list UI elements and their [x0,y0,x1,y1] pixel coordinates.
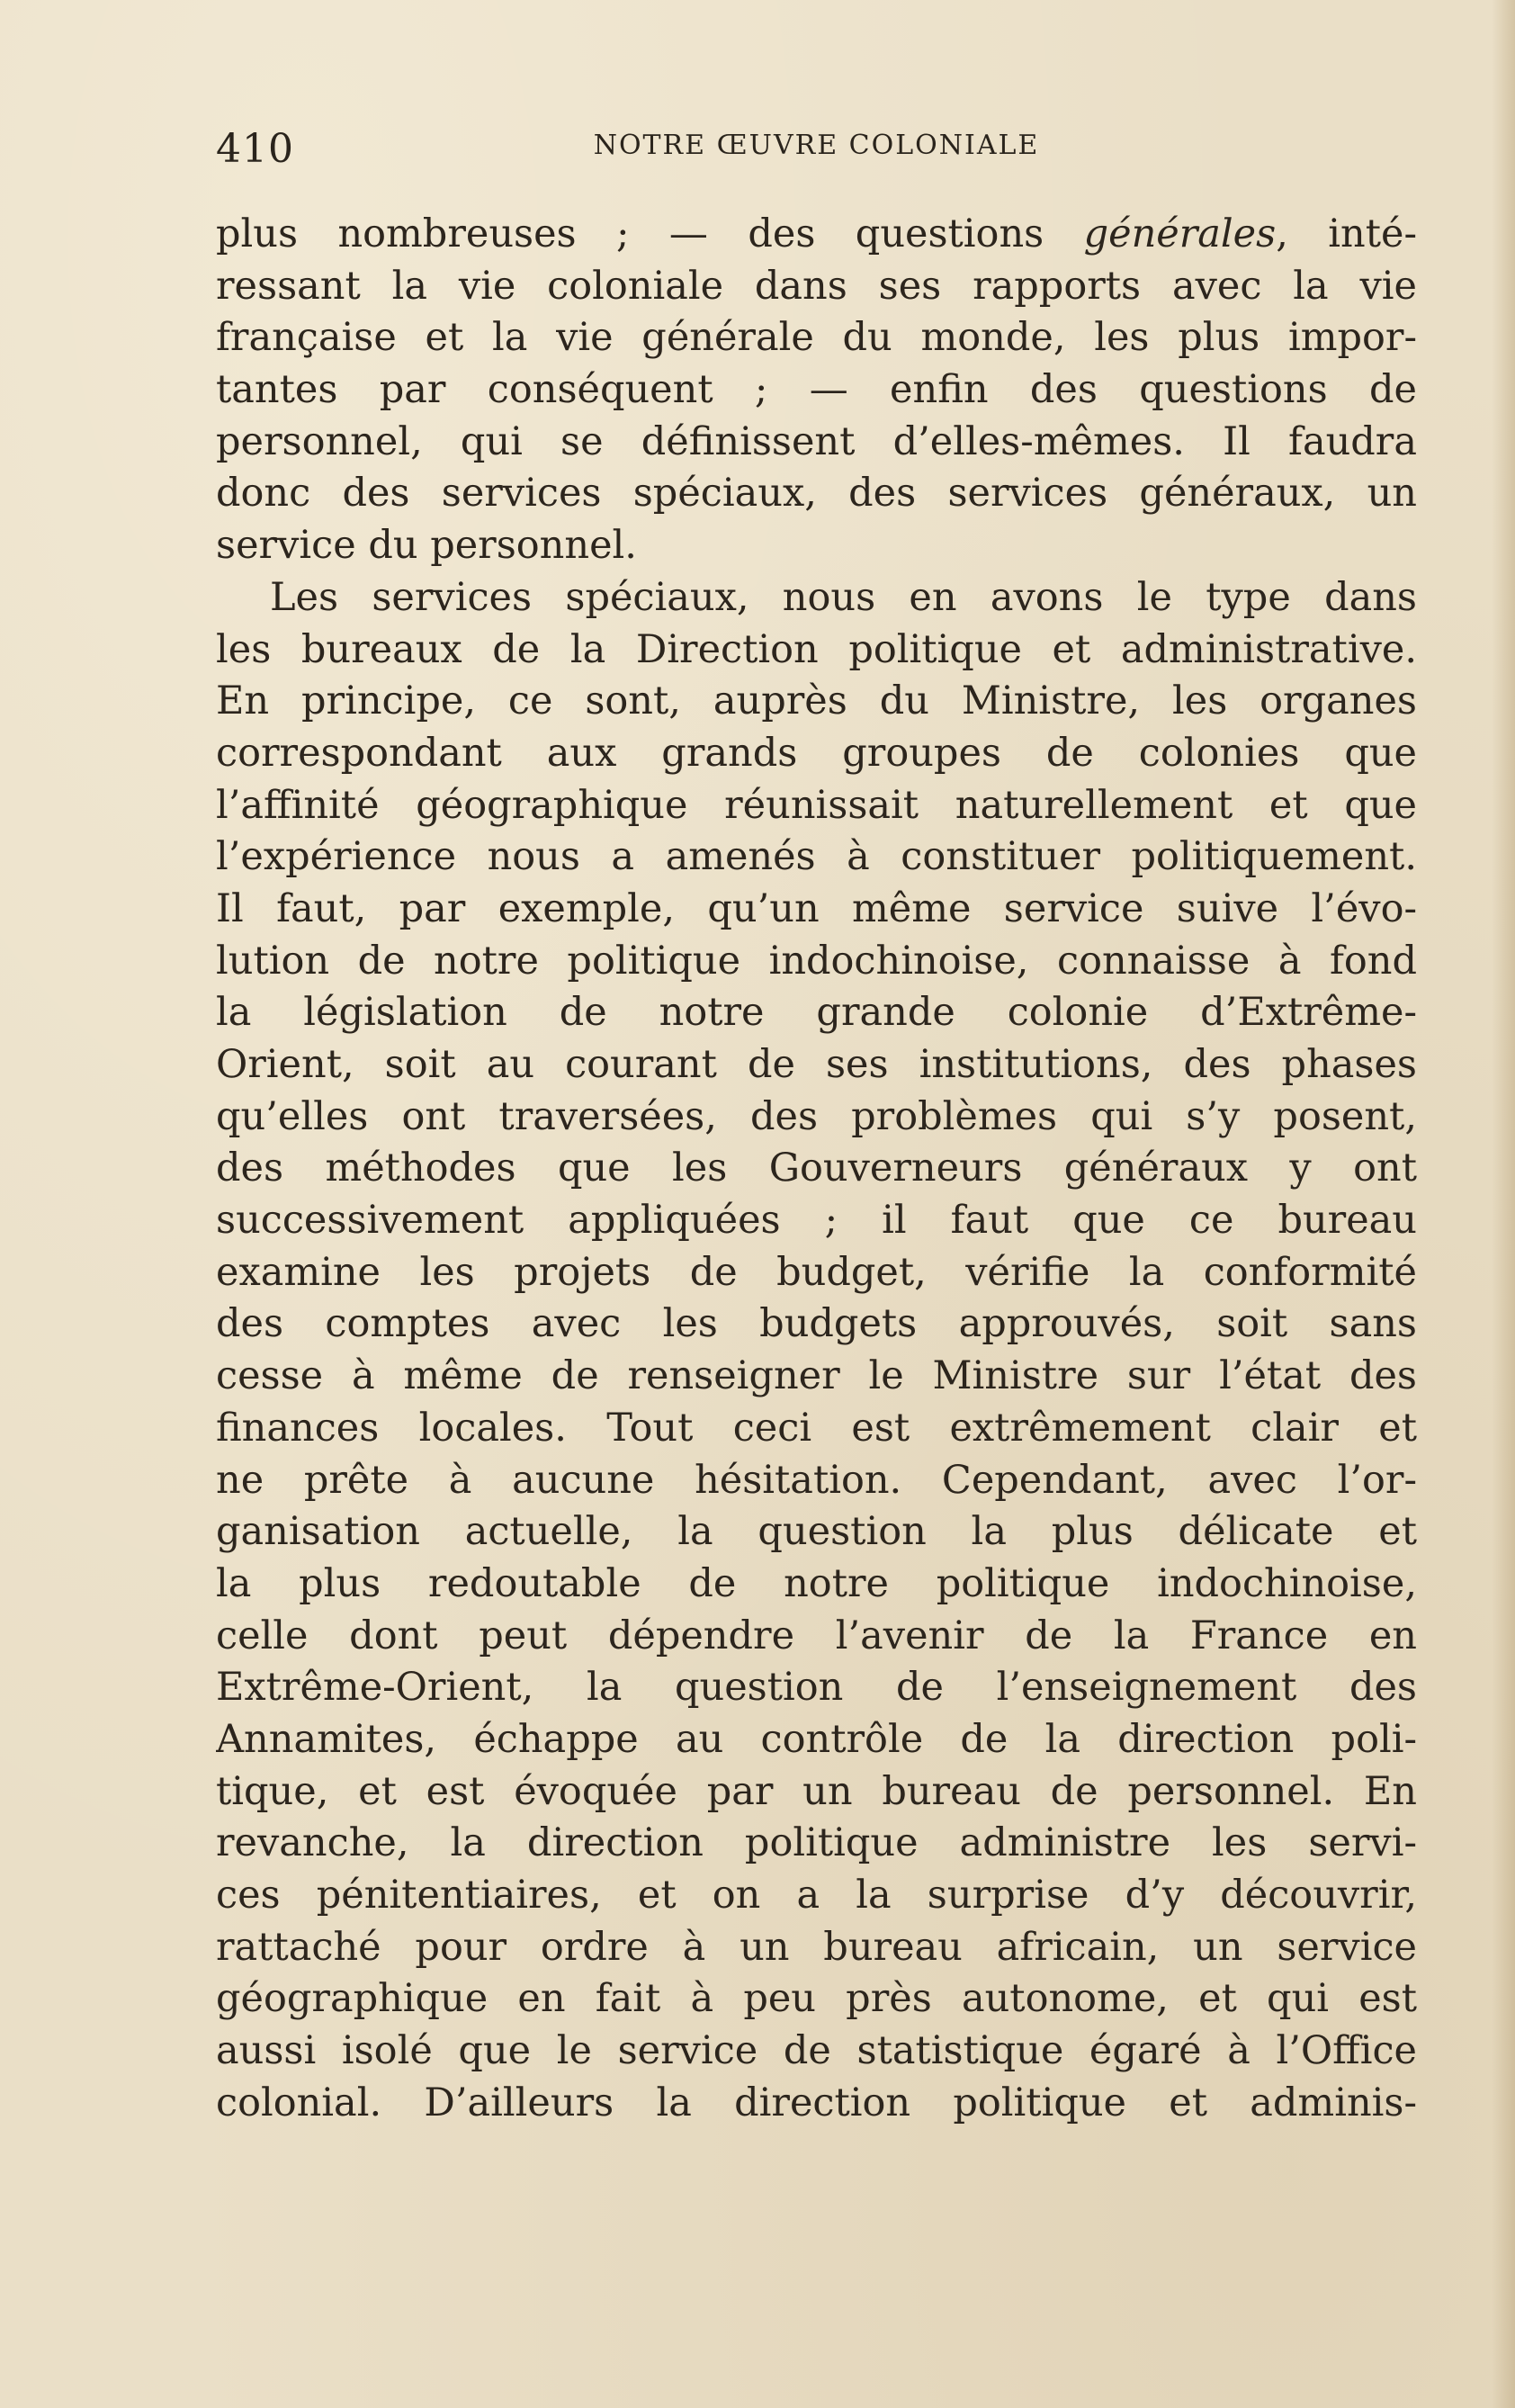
page-number: 410 [216,126,294,172]
text-line: rattaché pour ordre à un bureau africain, un service [216,1924,1417,1970]
text-line: l’affinité géographique réunissait naturellement et que [216,782,1417,828]
text-line: examine les projets de budget, vérifie la conformité [216,1249,1417,1295]
text-line: Il faut, par exemple, qu’un même service suive l’évo- [216,885,1417,931]
text-line: ne prête à aucune hésitation. Cependant, avec l’or- [216,1457,1417,1503]
paragraph-start-line: Les services spéciaux, nous en avons le type dans [270,574,1417,620]
text-line: successivement appliquées ; il faut que ce bureau [216,1198,1417,1244]
text-line: tantes par conséquent ; — enfin des questions de [216,367,1417,413]
page-header [216,122,1417,176]
text-line: finances locales. Tout ceci est extrêmement clair et [216,1405,1417,1451]
text-line: colonial. D’ailleurs la direction politique et adminis- [216,2080,1417,2125]
text-line: donc des services spéciaux, des services généraux, un [216,471,1417,517]
text-line: la législation de notre grande colonie d’Extrême- [216,990,1417,1036]
text-line: correspondant aux grands groupes de colonies que [216,730,1417,776]
page-edge-shadow [1492,0,1515,2408]
text-line: ces pénitentiaires, et on a la surprise d’y découvrir, [216,1873,1417,1918]
text-line: celle dont peut dépendre l’avenir de la France en [216,1613,1417,1658]
text-line: aussi isolé que le service de statistique égaré à l’Office [216,2028,1417,2074]
body-text [216,209,1417,2129]
running-head: NOTRE ŒUVRE COLONIALE [593,130,1040,161]
text-line: les bureaux de la Direction politique et administrative. [216,626,1417,672]
text-line: ganisation actuelle, la question la plus délicate et [216,1509,1417,1555]
text-line: En principe, ce sont, auprès du Ministre, les organes [216,678,1417,724]
text-line: cesse à même de renseigner le Ministre sur l’état des [216,1353,1417,1399]
text-line: Extrême-Orient, la question de l’enseignement des [216,1665,1417,1711]
text-line: plus nombreuses ; — des questions générales, inté- [216,211,1417,256]
text-line: l’expérience nous a amenés à constituer politiquement. [216,834,1417,880]
text-line: des comptes avec les budgets approuvés, soit sans [216,1301,1417,1347]
text-line: géographique en fait à peu près autonome, et qui est [216,1976,1417,2022]
text-line: Annamites, échappe au contrôle de la direction poli- [216,1716,1417,1762]
text-line: française et la vie générale du monde, les plus impor- [216,315,1417,361]
paragraph-end-line: service du personnel. [216,523,637,569]
text-line: personnel, qui se définissent d’elles-mêmes. Il faudra [216,418,1417,464]
italic-word: générales [1083,211,1277,256]
text-line: qu’elles ont traversées, des problèmes qui s’y posent, [216,1093,1417,1139]
text-line: lution de notre politique indochinoise, connaisse à fond [216,938,1417,984]
text-line: Orient, soit au courant de ses institutions, des phases [216,1042,1417,1087]
text-line: la plus redoutable de notre politique indochinoise, [216,1560,1417,1606]
text-line: des méthodes que les Gouverneurs généraux y ont [216,1146,1417,1191]
text-line: tique, et est évoquée par un bureau de personnel. En [216,1768,1417,1814]
text-line: revanche, la direction politique administre les servi- [216,1820,1417,1866]
text-line: ressant la vie coloniale dans ses rapports avec la vie [216,263,1417,309]
